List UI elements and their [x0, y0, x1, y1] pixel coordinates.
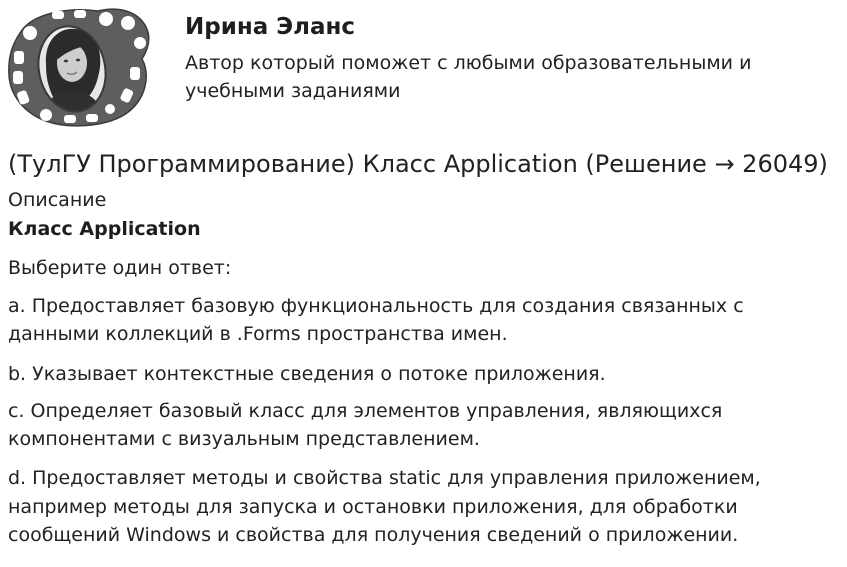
- answer-option-a: a. Предоставляет базовую функциональность для создания связанных с данными коллекций в .Forms пространства имен.: [8, 295, 744, 345]
- answer-prompt: Выберите один ответ:: [8, 257, 232, 279]
- answer-option-d: d. Предоставляет методы и свойства static для управления приложением, например методы для запуска и остановки приложения, для обработки сообщений Windows и свойства для получения сведений о приложении.: [8, 467, 761, 546]
- question-heading: Класс Application: [8, 218, 201, 240]
- answer-option-b: b. Указывает контекстные сведения о потоке приложения.: [8, 363, 606, 385]
- section-label: Описание: [8, 189, 107, 211]
- author-name: Ирина Эланс: [185, 14, 356, 40]
- film-reel-frame-icon: [6, 5, 152, 129]
- page-title: (ТулГУ Программирование) Класс Application (Решение → 26049): [8, 150, 828, 178]
- author-avatar: [6, 5, 152, 129]
- author-description: Автор который поможет с любыми образовательными и учебными заданиями: [185, 52, 752, 102]
- answer-option-c: c. Определяет базовый класс для элементов управления, являющихся компонентами с визуальным представлением.: [8, 400, 723, 450]
